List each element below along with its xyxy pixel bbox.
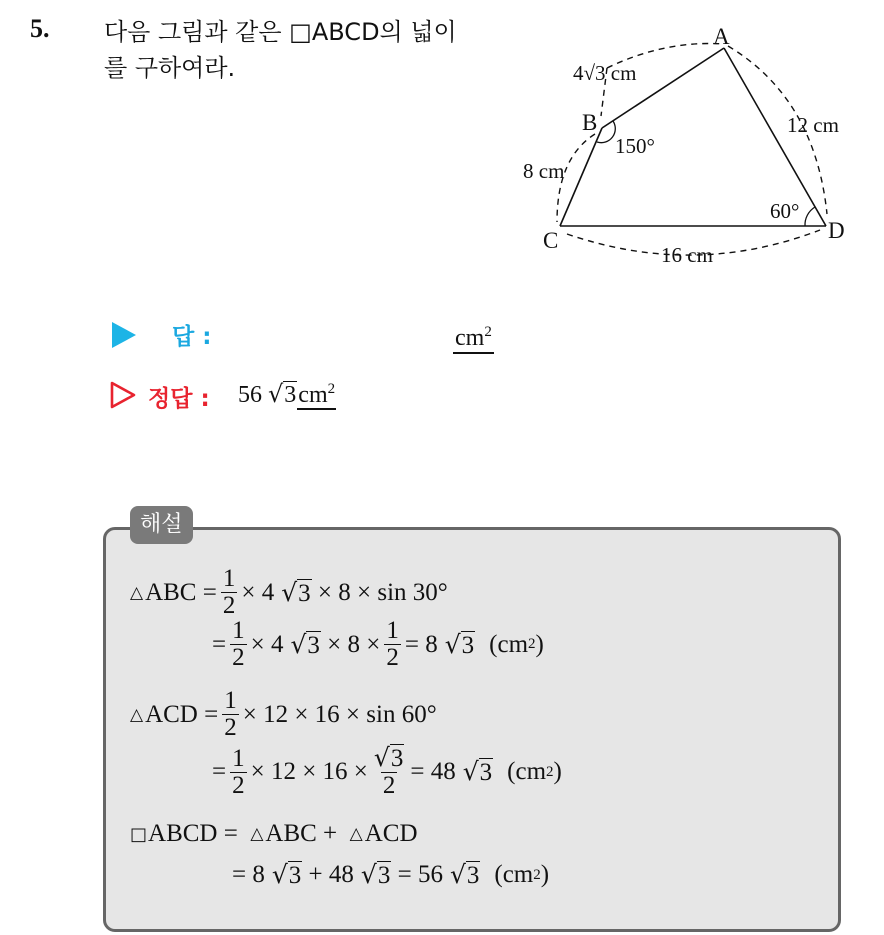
question-text: [104, 14, 457, 86]
expl-l3-rest: × 12 × 16 × sin 60°: [242, 700, 437, 728]
radicand: 3: [461, 631, 475, 659]
radicand: 3: [479, 759, 493, 786]
expl-line-6: [232, 860, 549, 890]
unit: (cm: [494, 861, 534, 888]
correct-sqrt: √3: [268, 380, 297, 408]
vertex-b: B: [582, 110, 598, 135]
correct-unit-text: cm: [298, 382, 328, 408]
triangle-symbol: △: [250, 824, 264, 844]
unit-power: 2: [533, 866, 541, 883]
sqrt-3: √3: [281, 577, 311, 607]
expl-l1-rest: × 4: [241, 578, 275, 606]
vertex-d: D: [828, 218, 845, 243]
frac-half: [230, 618, 247, 671]
unit: (cm: [489, 630, 529, 658]
frac-num: 1: [232, 744, 245, 772]
answer-label: 답 :: [172, 324, 212, 350]
radicand: 3: [307, 631, 320, 659]
correct-value: [238, 380, 336, 409]
unit: (cm: [507, 758, 547, 785]
frac-half: [230, 746, 247, 799]
frac-num: 1: [232, 617, 245, 644]
radicand: 3: [466, 862, 480, 889]
question-line-2: 를 구하여라.: [104, 54, 236, 82]
triangle-symbol: △: [130, 582, 144, 603]
explanation-tab: 해설: [130, 506, 193, 544]
answer-unit: [453, 318, 494, 354]
unit-power: 2: [546, 763, 554, 780]
answer-unit-power: 2: [484, 324, 492, 340]
sqrt-3: √3: [290, 629, 320, 659]
expl-l4-mid: × 12 × 16 ×: [250, 758, 368, 785]
expl-l6-mid: + 48: [308, 861, 354, 888]
quadrilateral-figure: [515, 18, 875, 276]
frac-sqrt3-over-2: [372, 745, 406, 799]
expl-l5-lhs: ABCD =: [148, 820, 245, 847]
unit-close: ): [553, 758, 562, 785]
expl-l4-end: = 48: [410, 758, 456, 785]
frac-num: [372, 745, 406, 772]
label-bc: 8 cm: [523, 159, 565, 183]
frac-half: [222, 688, 239, 741]
vertex-c: C: [543, 228, 559, 253]
frac-den: 2: [386, 644, 399, 671]
expl-line-3: △ ACD = $\frac{1}{2}$ × 12 × 16 × sin 60°: [130, 687, 437, 741]
triangle-symbol: △: [349, 824, 363, 844]
expl-l3-lhs: ACD: [145, 700, 198, 728]
frac-num: 1: [224, 687, 237, 714]
correct-arrow-icon: [108, 380, 138, 410]
side-bc: [560, 128, 602, 226]
expl-l1-lhs: ABC: [145, 578, 197, 606]
unit-power: 2: [528, 636, 536, 652]
radicand: 3: [298, 579, 311, 607]
radicand: 3: [390, 745, 404, 772]
frac-num: 1: [386, 617, 399, 644]
side-ab: [602, 48, 724, 128]
label-cd: 16 cm: [661, 243, 713, 267]
answer-arrow-icon: [112, 322, 136, 348]
correct-label: 정답 :: [148, 386, 210, 412]
label-ad: 12 cm: [787, 113, 839, 137]
answer-unit-text: cm: [455, 325, 485, 351]
expl-l5-rhs2: ACD: [364, 820, 418, 847]
expl-l5-rhs1: ABC +: [265, 820, 344, 847]
expl-l2-rest: × 4: [250, 630, 284, 658]
unit-close: ): [540, 861, 550, 888]
frac-half: [221, 566, 238, 619]
sqrt-3: √3: [462, 757, 493, 786]
expl-line-2: = $\frac{1}{2}$ × 4 √3 × 8 × $\frac{1}{2}$ = 8 √3 (cm 2 ): [212, 617, 544, 671]
expl-l6-start: = 8: [232, 861, 265, 888]
sqrt-3: √3: [360, 860, 391, 889]
correct-coef: 56: [238, 382, 262, 408]
sqrt-3: √3: [444, 629, 475, 659]
frac-den: 2: [232, 644, 245, 671]
angle-d-arc: [805, 207, 815, 226]
radicand: 3: [288, 862, 302, 889]
triangle-symbol: △: [130, 704, 144, 725]
vertex-a: A: [713, 24, 730, 49]
sqrt-3: √3: [373, 743, 404, 772]
question-line-1: 다음 그림과 같은 □ABCD의 넓이: [104, 18, 457, 46]
frac-num: 1: [222, 565, 236, 592]
frac-den: 2: [382, 772, 396, 799]
expl-l1-end: × 8 × sin 30°: [317, 578, 448, 606]
correct-unit: [297, 382, 336, 410]
expl-line-4: = $\frac{1}{2}$ × 12 × 16 × $\frac{√3}{2}$ = 48 √3 (cm 2 ): [212, 743, 562, 799]
label-ab: 4√3 cm: [573, 61, 637, 85]
correct-radicand: 3: [284, 382, 297, 408]
frac-den: 2: [222, 592, 236, 619]
frac-half: [384, 618, 401, 671]
expl-l6-end: = 56: [397, 861, 443, 888]
radicand: 3: [377, 862, 391, 889]
label-angle-d: 60°: [770, 199, 800, 223]
expl-line-1: △ ABC = $\frac{1}{2}$ × 4 √3 × 8 × sin 30°: [130, 565, 448, 619]
square-symbol: □: [130, 823, 148, 845]
unit-close: ): [535, 630, 544, 658]
expl-l2-end: = 8: [404, 630, 438, 658]
frac-den: 2: [232, 771, 245, 799]
sqrt-3: √3: [271, 860, 302, 889]
label-angle-b: 150°: [615, 134, 655, 158]
sqrt-3: √3: [449, 860, 480, 889]
correct-unit-power: 2: [327, 381, 336, 397]
frac-den: 2: [224, 714, 237, 741]
question-number: 5.: [30, 14, 50, 43]
expl-line-5: [130, 820, 418, 848]
